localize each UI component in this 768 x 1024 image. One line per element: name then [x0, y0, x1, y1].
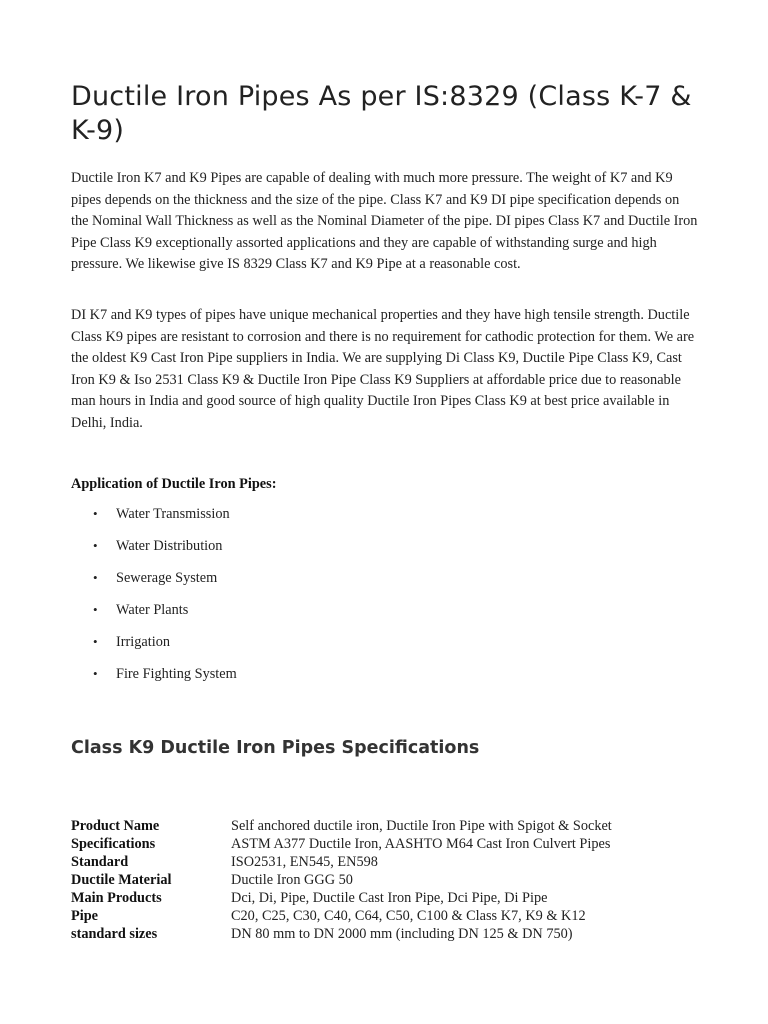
spec-value: Dci, Di, Pipe, Ductile Cast Iron Pipe, Dci Pipe, Di Pipe — [231, 890, 548, 906]
table-row — [71, 889, 612, 907]
applications-heading: Application of Ductile Iron Pipes: — [71, 476, 277, 492]
list-item-label: Irrigation — [116, 634, 170, 650]
bullet-icon: • — [93, 666, 98, 681]
table-row — [71, 907, 612, 925]
bullet-icon: • — [93, 602, 98, 617]
table-row — [71, 925, 612, 943]
spec-key: Specifications — [71, 836, 156, 852]
intro-paragraph: Ductile Iron K7 and K9 Pipes are capable of dealing with much more pressure. The weight of K7 and K9 pipes depends on the thickness and the size of the pipe. Class K7 and K9 DI pipe specification depends on the Nominal Wall Thickness as well as the Nominal Diameter of the pipe. DI pipes Class K7 and Ductile Iron Pipe Class K9 exceptionally assorted applications and they are capable of withstanding surge and high pressure. We likewise give IS 8329 Class K7 and K9 Pipe at a reasonable cost. — [71, 170, 698, 273]
specifications-heading: Class K9 Ductile Iron Pipes Specifications — [71, 738, 480, 758]
spec-key: Standard — [71, 854, 129, 870]
table-row — [71, 835, 612, 853]
bullet-icon: • — [93, 506, 98, 521]
spec-key: Main Products — [71, 890, 162, 906]
list-item-label: Water Transmission — [116, 506, 230, 522]
spec-value: Self anchored ductile iron, Ductile Iron Pipe with Spigot & Socket — [231, 818, 612, 834]
bullet-icon: • — [93, 538, 98, 553]
list-item-label: Sewerage System — [116, 570, 218, 586]
table-row — [71, 871, 612, 889]
bullet-icon: • — [93, 570, 98, 585]
properties-paragraph: DI K7 and K9 types of pipes have unique mechanical properties and they have high tensile strength. Ductile Class K9 pipes are resistant to corrosion and there is no requirement for cathodic protection for them. We are the oldest K9 Cast Iron Pipe suppliers in India. We are supplying Di Class K9, Ductile Pipe Class K9, Cast Iron K9 & Iso 2531 Class K9 & Ductile Iron Pipe Class K9 Suppliers at affordable price due to reasonable man hours in India and good source of high quality Ductile Iron Pipes Class K9 at best price available in Delhi, India. — [71, 307, 695, 431]
spec-value: ASTM A377 Ductile Iron, AASHTO M64 Cast Iron Culvert Pipes — [231, 836, 611, 852]
spec-key: Pipe — [71, 908, 99, 924]
page-title: Ductile Iron Pipes As per IS:8329 (Class K-7 & K-9) — [71, 81, 692, 146]
list-item-label: Fire Fighting System — [116, 666, 237, 682]
spec-value: Ductile Iron GGG 50 — [231, 872, 353, 888]
spec-value: ISO2531, EN545, EN598 — [231, 854, 378, 870]
bullet-icon: • — [93, 634, 98, 649]
table-row — [71, 853, 612, 871]
spec-key: Ductile Material — [71, 872, 172, 888]
list-item-label: Water Distribution — [116, 538, 223, 554]
spec-value: DN 80 mm to DN 2000 mm (including DN 125 & DN 750) — [231, 926, 573, 942]
spec-key: standard sizes — [71, 926, 158, 942]
table-row — [71, 817, 612, 835]
specifications-table — [71, 817, 612, 943]
spec-value: C20, C25, C30, C40, C64, C50, C100 & Class K7, K9 & K12 — [231, 908, 586, 924]
spec-key: Product Name — [71, 818, 160, 834]
list-item-label: Water Plants — [116, 602, 189, 618]
